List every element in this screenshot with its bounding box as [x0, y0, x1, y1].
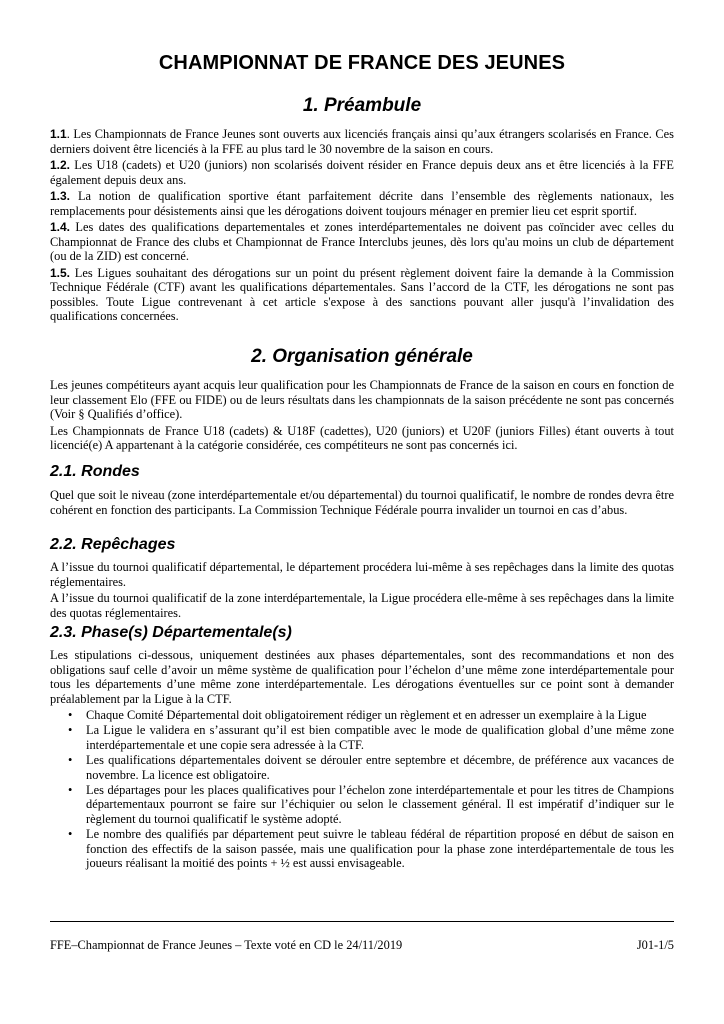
subsection-phases-heading: 2.3. Phase(s) Départementale(s) [50, 624, 292, 641]
paragraph-1-4 [50, 220, 674, 264]
list-item [50, 827, 674, 871]
section-1-body [50, 127, 674, 326]
subsection-rondes-heading: 2.1. Rondes [50, 463, 140, 480]
paragraph-number: 1.2. [50, 157, 71, 172]
paragraph-number: 1.4. [50, 219, 71, 234]
paragraph-1-5 [50, 266, 674, 324]
page-number: J01-1/5 [636, 938, 674, 952]
list-item [50, 708, 674, 723]
repechages-paragraph: A l’issue du tournoi qualificatif départemental, le département procédera lui-même à ses repêchages dans la limite des quotas réglementaires. [50, 560, 674, 589]
list-item-text: Les départages pour les places qualificatives pour l’échelon zone interdépartementale et pour les titres de Champions départementaux pourront se faire sur l’échiquier ou selon le classement général. Il est impératif d’indiquer sur le règlement du tournoi qualificatif le système adopté. [86, 782, 674, 826]
list-item-text: La Ligue le validera en s’assurant qu’il est bien compatible avec le mode de qualification global d’une même zone interdépartementale et une copie sera adressée à la CTF. [86, 723, 674, 752]
subsection-phases-body [50, 648, 674, 871]
bullet-icon: • [68, 782, 73, 797]
section-2-heading: 2. Organisation générale [251, 346, 473, 367]
list-item-text: Les qualifications départementales doivent se dérouler entre septembre et décembre, de préférence aux vacances de novembre. La licence est obligatoire. [86, 752, 674, 782]
paragraph-text: . Les Championnats de France Jeunes sont ouverts aux licenciés français ainsi qu’aux étrangers scolarisés en France. Ces derniers doivent être licenciés à la FFE au plus tard le 30 novembre de la saison en cours. [50, 127, 674, 156]
paragraph-text: Les dates des qualifications departementales et zones interdépartementales ne doivent pas coïncider avec celles du Championnat de France des clubs et Championnat de France Interclubs jeunes, dès lors qu'au moins un club de département (ou de la ZID) est concerné. [50, 219, 674, 264]
paragraph-number: 1.3. [50, 188, 71, 203]
bullet-icon: • [68, 723, 73, 738]
subsection-repechages-body [50, 560, 674, 622]
subsection-repechages-heading: 2.2. Repêchages [50, 536, 176, 553]
paragraph-number: 1.1 [50, 127, 67, 141]
subsection-rondes-body [50, 488, 674, 519]
list-item [50, 753, 674, 782]
list-item [50, 723, 674, 752]
phases-intro-paragraph: Les stipulations ci-dessous, uniquement destinées aux phases départementales, sont des recommandations et non des obligations sauf celle d’avoir un même système de qualification pour l’échelon d’une même zone interdépartementale pour tous les départements d’une même zone interdépartementale. Les dérogations éventuelles sur ce point sont à demander préalablement par la Ligue à la CTF. [50, 648, 674, 706]
paragraph-text: La notion de qualification sportive étant parfaitement décrite dans l’ensemble des règlements nationaux, les remplacements pour désistements ainsi que les dérogations doivent toujours ménager en premier lieu cet esprit sportif. [50, 188, 674, 218]
paragraph-text: Les U18 (cadets) et U20 (juniors) non scolarisés doivent résider en France depuis deux ans et être licenciés à la FFE également depuis deux ans. [50, 157, 674, 187]
phases-bullet-list [50, 708, 674, 871]
paragraph-text: Les Ligues souhaitant des dérogations sur un point du présent règlement doivent faire la demande à la Commission Technique Fédérale (CTF) avant les qualifications départementales. Sans l’accord de la CTF, les dérogations ne sont pas possibles. Toute Ligue contrevenant à cet article s'expose à des sanctions pouvant aller jusqu'à l’invalidation des qualifications concernées. [50, 265, 674, 324]
repechages-paragraph: A l’issue du tournoi qualificatif de la zone interdépartementale, la Ligue procédera elle-même à ses repêchages dans la limite des quotas réglementaires. [50, 590, 674, 620]
list-item-text: Chaque Comité Départemental doit obligatoirement rédiger un règlement et en adresser un exemplaire à la Ligue [86, 708, 647, 723]
bullet-icon: • [68, 752, 73, 767]
bullet-icon: • [68, 708, 73, 723]
paragraph-1-3 [50, 189, 674, 218]
list-item [50, 783, 674, 827]
section-2-intro-paragraph: Les jeunes compétiteurs ayant acquis leur qualification pour les Championnats de France de la saison en cours en fonction de leur classement Elo (FFE ou FIDE) ou de leurs résultats dans les championnats de la saison précédente ne sont pas concernés (Voir § Qualifiés d’office). [50, 378, 674, 422]
list-item-text: Le nombre des qualifiés par département peut suivre le tableau fédéral de répartition proposé en début de saison en fonction des effectifs de la saison passée, mais une qualification pour la phase zone interdépartementale de tous les joueurs réalisant la moitié des points + ½ est aussi envisageable. [86, 826, 674, 871]
paragraph-number: 1.5. [50, 265, 71, 280]
footer-divider [50, 921, 674, 922]
section-1-heading: 1. Préambule [302, 95, 422, 116]
section-2-intro-paragraph: Les Championnats de France U18 (cadets) & U18F (cadettes), U20 (juniors) et U20F (juniors Filles) étant ouverts à tout licencié(e) A appartenant à la catégorie considérée, ces compétiteurs ne sont pas concernés ici. [50, 423, 674, 453]
paragraph-1-2 [50, 158, 674, 187]
footer-text: FFE–Championnat de France Jeunes – Texte voté en CD le 24/11/2019 [50, 938, 403, 952]
rondes-paragraph: Quel que soit le niveau (zone interdépartementale et/ou départemental) du tournoi qualificatif, le nombre de rondes devra être cohérent en fonction des participants. La Commission Technique Fédérale pourra invalider un tournoi en cas d’abus. [50, 488, 674, 517]
bullet-icon: • [68, 826, 73, 841]
document-title: CHAMPIONNAT DE FRANCE DES JEUNES [158, 52, 566, 74]
paragraph-1-1 [50, 127, 674, 156]
section-2-intro [50, 378, 674, 455]
